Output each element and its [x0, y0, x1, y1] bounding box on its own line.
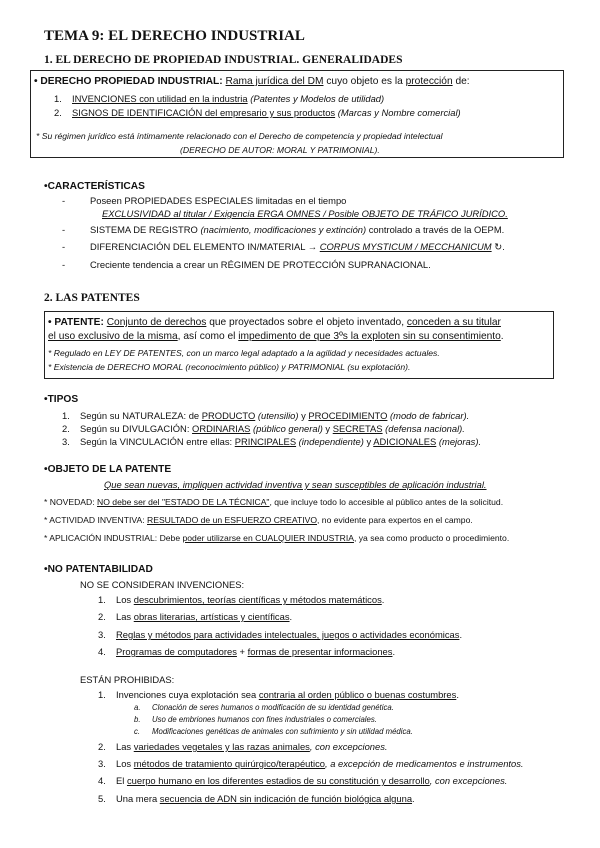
list-item: 3. Según la VINCULACIÓN entre ellas: PRINCIPALES (independiente) y ADICIONALES (mejoras). [62, 436, 482, 447]
definition-line: • PATENTE: Conjunto de derechos que proyectados sobre el objeto inventado, conceden a su titular [48, 317, 501, 328]
tipos-heading: •TIPOS [44, 394, 79, 405]
list-item: - DIFERENCIACIÓN DEL ELEMENTO IN/MATERIAL → CORPUS MYSTICUM / MECCHANICUM ↻. [62, 241, 505, 252]
list-item: 1. INVENCIONES con utilidad en la industria (Patentes y Modelos de utilidad) [54, 93, 385, 104]
subheading: NO SE CONSIDERAN INVENCIONES: [80, 579, 245, 590]
list-item: 2. Las obras literarias, artísticas y científicas. [98, 611, 293, 622]
section-2-heading: 2. LAS PATENTES [44, 292, 140, 304]
list-subitem: a. Clonación de seres humanos o modificación de su identidad genética. [134, 703, 394, 712]
objeto-subtitle: Que sean nuevas, impliquen actividad inventiva y sean susceptibles de aplicación industrial. [104, 479, 487, 490]
list-item: - SISTEMA DE REGISTRO (nacimiento, modificaciones y extinción) controlado a través de la OEPM. [62, 224, 505, 235]
list-item: 4. Programas de computadores + formas de presentar informaciones. [98, 646, 396, 657]
list-item: 2. Las variedades vegetales y las razas animales, con excepciones. [98, 741, 388, 752]
definition-line: • DERECHO PROPIEDAD INDUSTRIAL: Rama jurídica del DM cuyo objeto es la protección de: [34, 76, 470, 87]
note: * Su régimen jurídico está íntimamente relacionado con el Derecho de competencia y propiedad intelectual [36, 131, 443, 141]
list-item: 4. El cuerpo humano en los diferentes estadios de su constitución y desarrollo, con excepciones. [98, 775, 508, 786]
definition-label: DERECHO PROPIEDAD INDUSTRIAL: [40, 76, 223, 87]
list-item: - Creciente tendencia a crear un RÉGIMEN DE PROTECCIÓN SUPRANACIONAL. [62, 259, 431, 270]
list-item: 2. Según su DIVULGACIÓN: ORDINARIAS (público general) y SECRETAS (defensa nacional). [62, 423, 465, 434]
list-item: * ACTIVIDAD INVENTIVA: RESULTADO de un ESFUERZO CREATIVO, no evidente para expertos en el campo. [44, 515, 473, 525]
no-patentabilidad-heading: •NO PATENTABILIDAD [44, 564, 153, 575]
bullet: • [34, 76, 38, 87]
list-item: 1. Según su NATURALEZA: de PRODUCTO (utensilio) y PROCEDIMIENTO (modo de fabricar). [62, 410, 470, 421]
definition-line: el uso exclusivo de la misma, así como el impedimento de que 3ºs la exploten sin su consentimiento. [48, 331, 504, 342]
note: * Regulado en LEY DE PATENTES, con un marco legal adaptado a la agilidad y necesidades actuales. [48, 348, 440, 358]
list-subitem: b. Uso de embriones humanos con fines industriales o comerciales. [134, 715, 377, 724]
section-1-heading: 1. EL DERECHO DE PROPIEDAD INDUSTRIAL. GENERALIDADES [44, 54, 403, 66]
list-item: * APLICACIÓN INDUSTRIAL: Debe poder utilizarse en CUALQUIER INDUSTRIA, ya sea como producto o procedimiento. [44, 533, 510, 543]
caracteristicas-heading: •CARACTERÍSTICAS [44, 181, 145, 192]
list-item: * NOVEDAD: NO debe ser del "ESTADO DE LA TÉCNICA", que incluye todo lo accesible al público antes de la solicitud. [44, 497, 504, 507]
note: (DERECHO DE AUTOR: MORAL Y PATRIMONIAL). [180, 145, 380, 155]
list-subitem: EXCLUSIVIDAD al titular / Exigencia ERGA OMNES / Posible OBJETO DE TRÁFICO JURÍDICO. [102, 208, 508, 219]
objeto-heading: •OBJETO DE LA PATENTE [44, 464, 172, 475]
page-title: TEMA 9: EL DERECHO INDUSTRIAL [44, 28, 305, 44]
subheading: ESTÁN PROHIBIDAS: [80, 674, 175, 685]
note: * Existencia de DERECHO MORAL (reconocimiento público) y PATRIMONIAL (su explotación). [48, 362, 411, 372]
list-item: 1. Los descubrimientos, teorías científicas y métodos matemáticos. [98, 594, 385, 605]
list-item: 2. SIGNOS DE IDENTIFICACIÓN del empresario y sus productos (Marcas y Nombre comercial) [54, 107, 461, 118]
list-item: - Poseen PROPIEDADES ESPECIALES limitadas en el tiempo [62, 195, 347, 206]
hook-icon: ↻ [494, 241, 503, 252]
list-item: 5. Una mera secuencia de ADN sin indicación de función biológica alguna. [98, 793, 415, 804]
list-subitem: c. Modificaciones genéticas de animales con sufrimiento y sin utilidad médica. [134, 727, 413, 736]
list-item: 1. Invenciones cuya explotación sea contraria al orden público o buenas costumbres. [98, 689, 459, 700]
list-item: 3. Reglas y métodos para actividades intelectuales, juegos o actividades económicas. [98, 629, 463, 640]
list-item: 3. Los métodos de tratamiento quirúrgico/terapéutico, a excepción de medicamentos e instrumentos. [98, 758, 524, 769]
